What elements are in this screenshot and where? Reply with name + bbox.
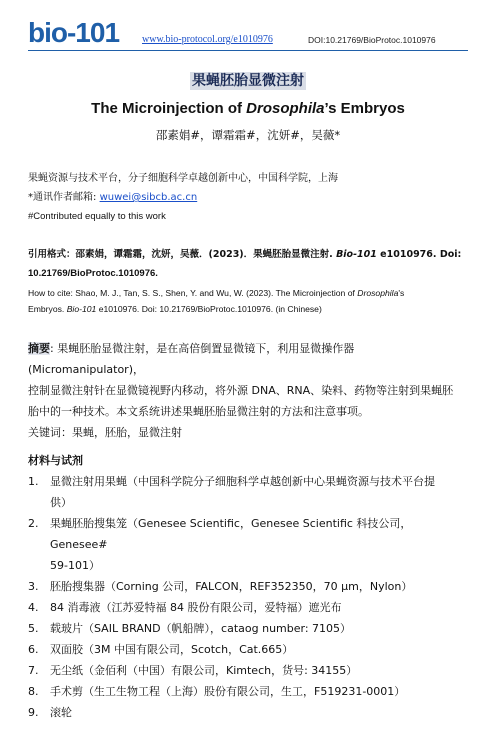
material-item-text-cont: 供） [50, 496, 72, 509]
affiliation: 果蝇资源与技术平台，分子细胞科学卓越创新中心，中国科学院，上海 [28, 173, 338, 184]
citation-en-suffix: 's [398, 288, 405, 298]
journal-logo: bio-101 [28, 17, 120, 48]
materials-list [28, 471, 468, 723]
title-english-italic: Drosophila [246, 100, 325, 117]
corresponding-email-link[interactable]: wuwei@sibcb.ac.cn [99, 192, 198, 203]
abstract [28, 338, 468, 443]
material-item [28, 702, 468, 723]
material-item [28, 576, 468, 597]
material-item-number: 1. [28, 475, 39, 488]
citation-en2-text: Embryos. [28, 304, 67, 314]
material-item-number: 6. [28, 643, 39, 656]
citation-english-line1 [28, 286, 404, 300]
material-item-number: 3. [28, 580, 39, 593]
material-item-text: 载玻片（SAIL BRAND（帆船牌），cataog number: 7105） [50, 622, 352, 635]
title-chinese [0, 70, 496, 90]
material-item [28, 471, 468, 513]
material-item-text: 显微注射用果蝇（中国科学院分子细胞科学卓越创新中心果蝇资源与技术平台提 [50, 475, 435, 488]
corresponding-label: *通讯作者邮箱: [28, 192, 100, 203]
citation-en-italic: Drosophila [357, 288, 399, 298]
material-item-text: 手术剪（生工生物工程（上海）股份有限公司，生工，F519231-0001） [50, 685, 406, 698]
citation-en2-tail: e1010976. Doi: 10.21769/BioProtoc.1010976. (in Chinese) [96, 304, 322, 314]
abstract-label: 摘要 [28, 342, 50, 355]
abstract-line-3: 胎中的一种技术。本文系统讲述果蝇胚胎显微注射的方法和注意事项。 [28, 405, 369, 418]
abstract-text-1: : 果蝇胚胎显微注射，是在高倍倒置显微镜下，利用显微操作器(Micromanipulator)， [28, 342, 355, 376]
citation-en-text: How to cite: Shao, M. J., Tan, S. S., Shen, Y. and Wu, W. (2023). The Microinjection of [28, 288, 358, 298]
title-chinese-text: 果蝇胚胎显微注射 [192, 73, 304, 89]
material-item-text: 滚轮 [50, 706, 72, 719]
material-item-text: 双面胶（3M 中国有限公司，Scotch，Cat.665） [50, 643, 294, 656]
citation-cn-tail: e1010976. Doi: [376, 249, 462, 260]
header-divider [28, 50, 468, 51]
abstract-line-2: 控制显微注射针在显微镜视野内移动，将外源 DNA、RNA、染料、药物等注射到果蝇胚 [28, 384, 454, 397]
article-url-link[interactable]: www.bio-protocol.org/e1010976 [142, 34, 273, 45]
material-item-number: 4. [28, 601, 39, 614]
material-item [28, 660, 468, 681]
title-english [0, 100, 496, 117]
header-doi: DOI:10.21769/BioProtoc.1010976 [308, 35, 436, 45]
author-list: 邵素娟#，谭霜霜#，沈妍#，吴薇* [155, 128, 341, 142]
citation-label: 引用格式： [28, 249, 76, 260]
citation-chinese-doi: 10.21769/BioProtoc.1010976. [28, 268, 158, 279]
material-item-text: 无尘纸（金佰利（中国）有限公司，Kimtech，货号: 34155） [50, 664, 358, 677]
material-item-number: 5. [28, 622, 39, 635]
material-item-number: 7. [28, 664, 39, 677]
material-item-number: 8. [28, 685, 39, 698]
material-item-text: 果蝇胚胎搜集笼（Genesee Scientific，Genesee Scientific 科技公司，Genesee# [50, 517, 412, 551]
citation-english-line2 [28, 302, 322, 316]
equal-contribution-note: #Contributed equally to this work [28, 211, 166, 222]
material-item [28, 618, 468, 639]
citation-en2-journal: Bio-101 [66, 304, 97, 314]
material-item-number: 2. [28, 517, 39, 530]
material-item [28, 639, 468, 660]
title-english-suffix: ’s Embryos [324, 100, 405, 117]
material-item-number: 9. [28, 706, 39, 719]
material-item [28, 513, 468, 576]
material-item-text: 84 消毒液（江苏爱特福 84 股份有限公司，爱特福）遮光布 [50, 601, 342, 614]
material-item-text: 胚胎搜集器（Corning 公司，FALCON，REF352350，70 μm，Nylon） [50, 580, 413, 593]
material-item-text-cont: 59-101） [50, 559, 100, 572]
citation-chinese [28, 248, 473, 262]
citation-cn-journal: Bio-101 [336, 249, 377, 260]
citation-cn-text: 邵素娟，谭霜霜，沈妍，吴薇．(2023)．果蝇胚胎显微注射. [75, 249, 337, 260]
corresponding-author [28, 191, 197, 205]
keywords: 关键词：果蝇，胚胎，显微注射 [28, 426, 182, 439]
material-item [28, 681, 468, 702]
title-english-prefix: The Microinjection of [91, 100, 247, 117]
material-item [28, 597, 468, 618]
materials-heading: 材料与试剂 [28, 454, 83, 467]
abstract-line-1 [28, 338, 468, 380]
